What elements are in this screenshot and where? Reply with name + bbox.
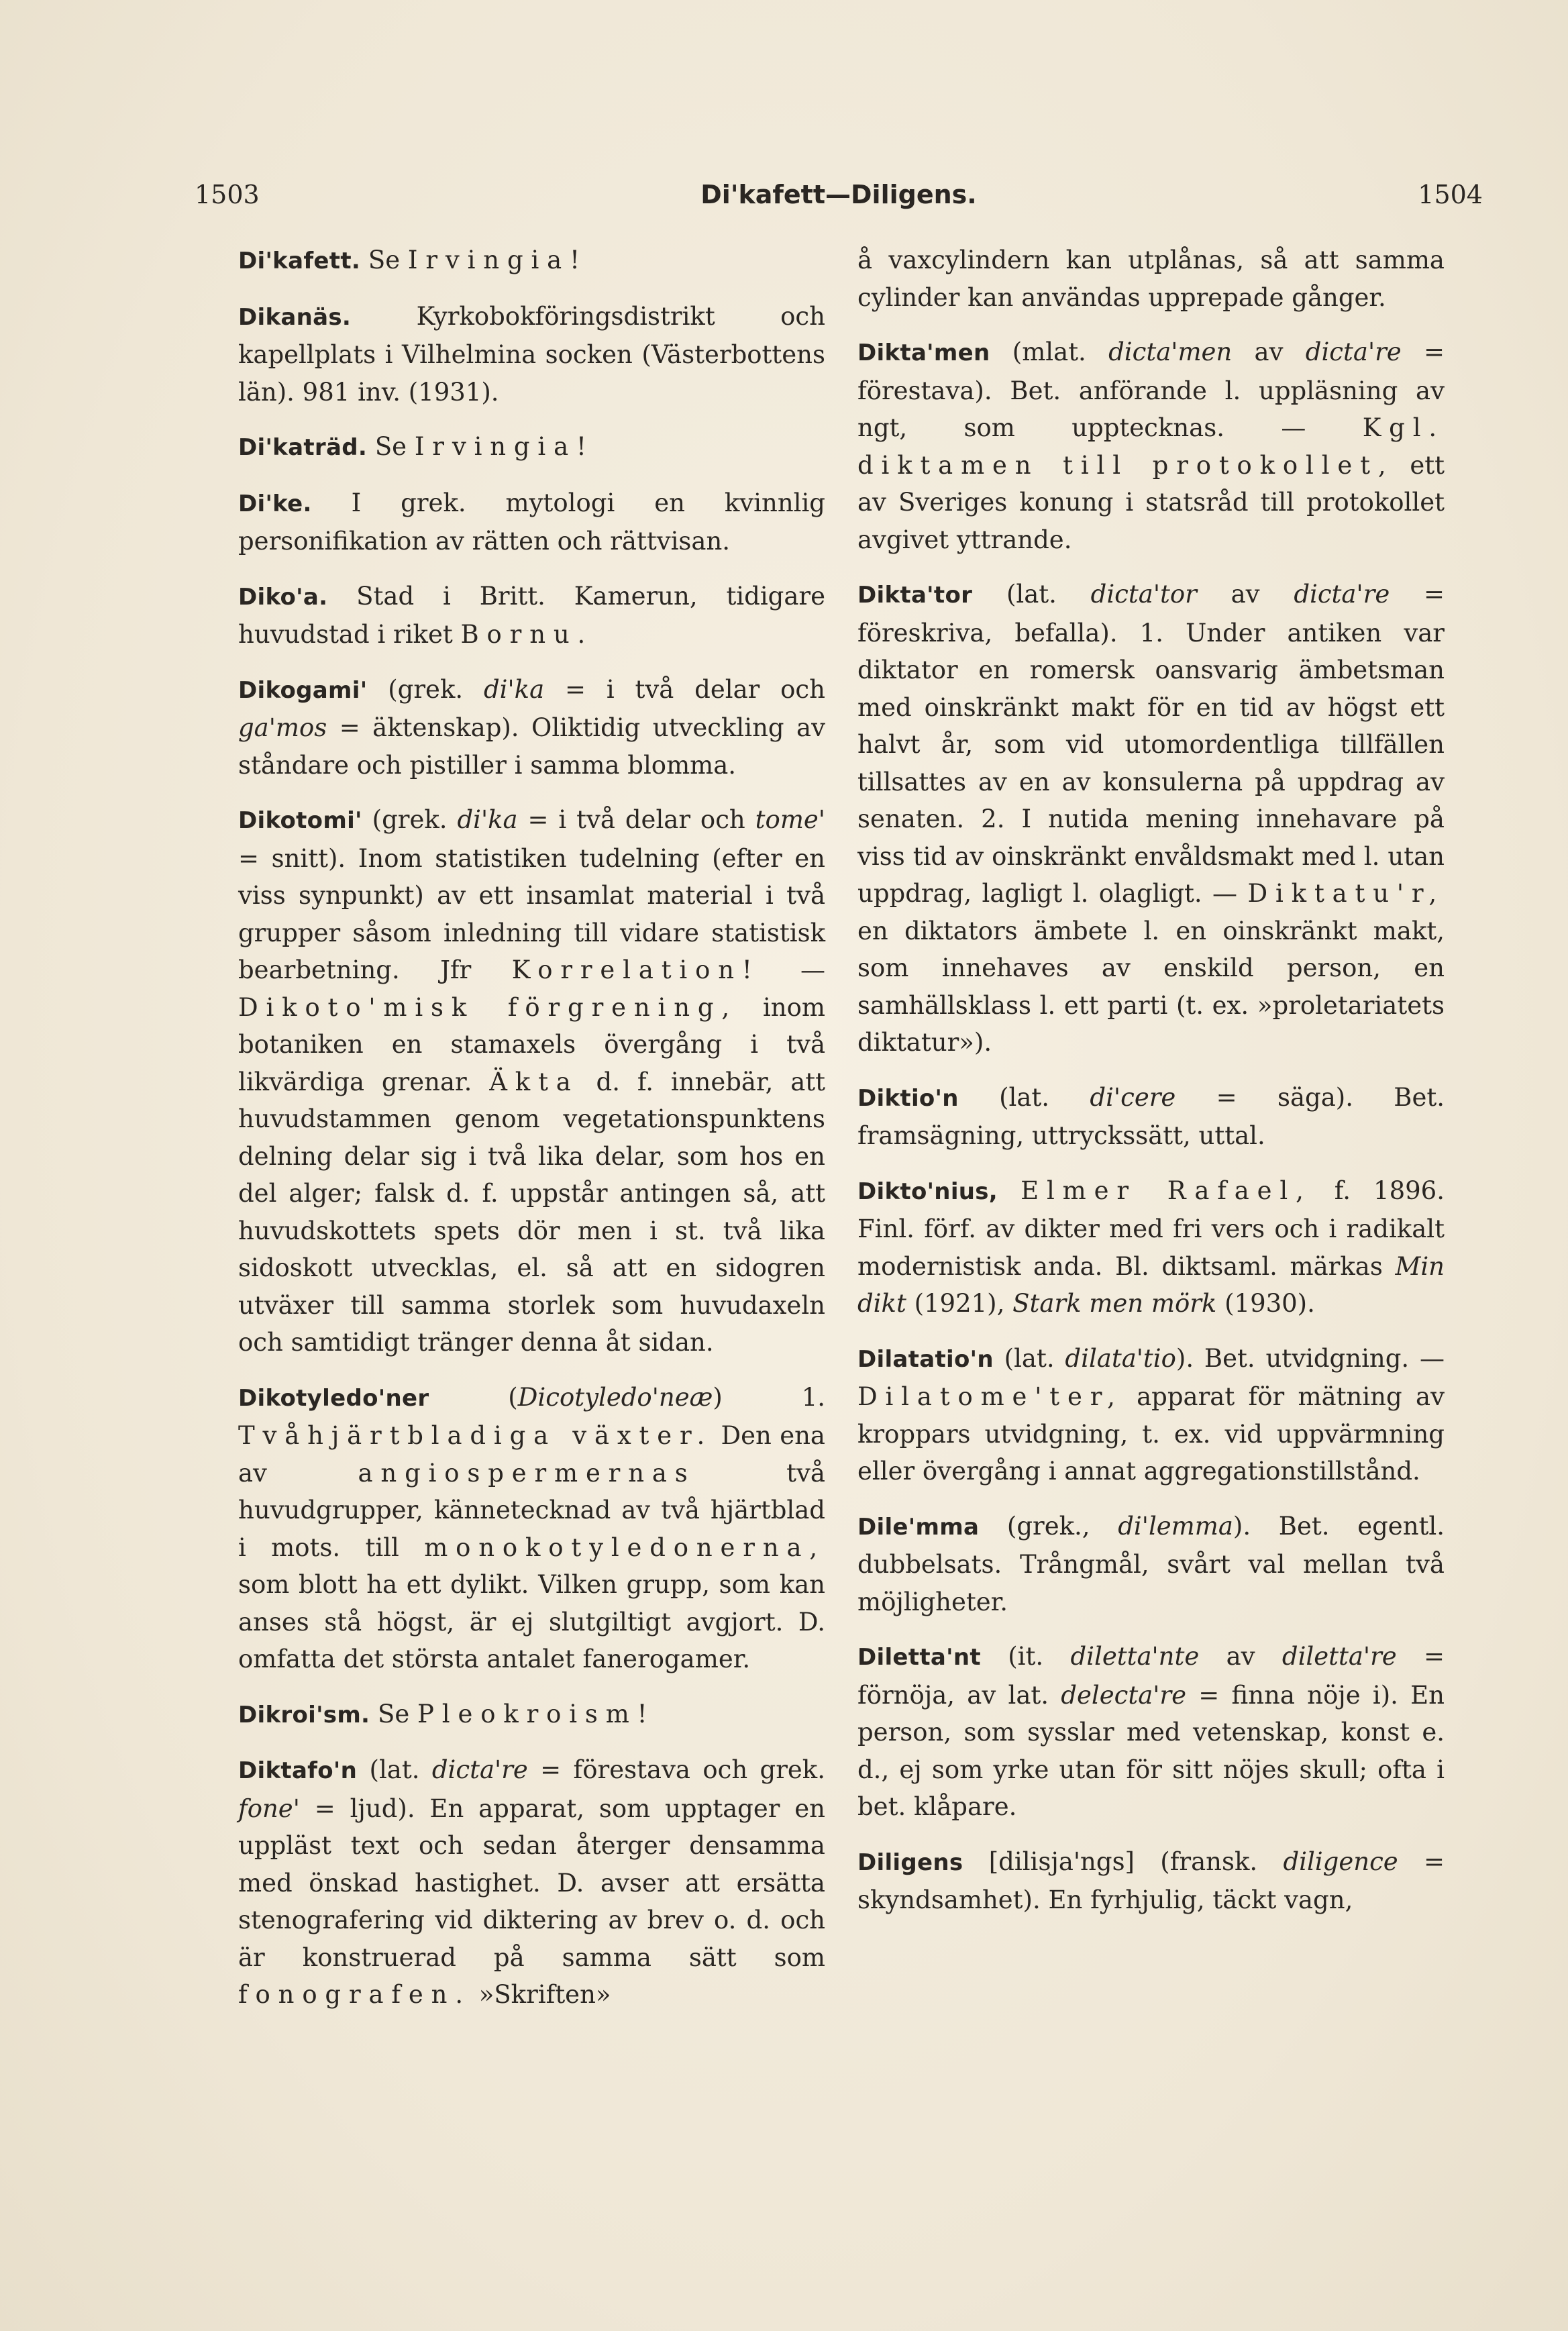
headword: Dikogami' (238, 676, 368, 704)
headword: Diktio'n (857, 1084, 959, 1112)
entry-diligens: Diligens [dilisja'ngs] (fransk. diligence = skyndsamhet). En fyrhjulig, täckt vagn, (857, 1847, 1445, 1914)
entry-diktamen: Dikta'men (mlat. dicta'men av dicta're = förestava). Bet. anförande l. uppläsning av ngt, som upptecknas. — Kgl. diktamen till protokollet, ett av Sveriges konung i statsråd till protokollet avgivet yttrande. (857, 338, 1445, 554)
entry-dikroism: Dikroi'sm. Se Pleokroism! (238, 1699, 656, 1728)
page-number-left: 1503 (195, 180, 260, 209)
headword: Di'kafett. (238, 248, 361, 274)
entry-diktion: Diktio'n (lat. di'cere = säga). Bet. framsägning, uttryckssätt, uttal. (857, 1082, 1445, 1150)
entry-dikoa: Diko'a. Stad i Britt. Kamerun, tidigare huvudstad i riket Bornu. (238, 581, 825, 649)
headword: Dile'mma (857, 1513, 980, 1541)
headword: Di'ke. (238, 490, 312, 517)
headword: Dikto'nius, (857, 1178, 998, 1205)
headword: Dilatatio'n (857, 1345, 994, 1373)
page-number-right: 1504 (1418, 180, 1483, 209)
entry-dikogami: Dikogami' (grek. di'ka = i två delar och ga'mos = äktenskap). Oliktidig utveckling av ståndare och pistiller i samma blomma. (238, 674, 825, 780)
right-column (857, 242, 1445, 1936)
entry-diktator: Dikta'tor (lat. dicta'tor av dicta're = föreskriva, befalla). 1. Under antiken var diktator en romersk oansvarig ämbetsman med oinskränkt makt för en tid av högst ett halvt år, som vid utomordentliga tillfällen tillsattes av en av konsulerna på uppdrag av senaten. 2. I nutida mening innehavare på viss tid av oinskränkt envåldsmakt med l. utan uppdrag, lagligt l. olagligt. — Diktatu'r, en diktators ämbete l. en oinskränkt makt, som innehaves av enskild person, en samhällsklass l. ett parti (t. ex. »proletariatets diktatur»). (857, 580, 1445, 1057)
headword: Diko'a. (238, 583, 328, 611)
entry-dike: Di'ke. I grek. mytologi en kvinnlig personifikation av rätten och rättvisan. (238, 488, 825, 556)
headword: Dikta'men (857, 340, 990, 366)
header-title: Di'kafett—Diligens. (700, 180, 977, 209)
headword: Dikotyledo'ner (238, 1384, 429, 1412)
headword: Diktafo'n (238, 1757, 358, 1784)
headword: Dikroi'sm. (238, 1701, 370, 1728)
entry-dikotomi: Dikotomi' (grek. di'ka = i två delar och tome' = snitt). Inom statistiken tudelning (efter en viss synpunkt) av ett insamlat material i två grupper såsom inledning till vidare statistisk bearbetning. Jfr Korrelation! — Dikoto'misk förgrening, inom botaniken en stamaxels övergång i två likvärdiga grenar. Äkta d. f. innebär, att huvudstammen genom vegetationspunktens delning delar sig i två lika delar, som hos en del alger; falsk d. f. uppstår antingen så, att huvudskottets spets dör men i st. två lika sidoskott utvecklas, el. så att en sidogren utväxer till samma storlek som huvudaxeln och samtidigt tränger denna åt sidan. (238, 805, 826, 1357)
entry-dilatation: Dilatatio'n (lat. dilata'tio). Bet. utvidgning. — Dilatome'ter, apparat för mätning av kroppars utvidgning, t. ex. vid uppvärmning eller övergång i annat aggregationstillstånd. (857, 1343, 1445, 1486)
entry-dikafett: Di'kafett. Se Irvingia! (238, 246, 588, 274)
entry-dikatrad: Di'katräd. Se Irvingia! (238, 432, 594, 461)
entry-dikotyledoner: Dikotyledo'ner (Dicotyledo'neæ) 1. Tvåhjärtbladiga växter. Den ena av angiospermernas två huvudgrupper, kännetecknad av två hjärtblad i mots. till monokotyledonerna, som blott ha ett dylikt. Vilken grupp, som kan anses stå högst, är ej slutgiltigt avgjort. D. omfatta det största antalet fanerogamer. (238, 1382, 825, 1673)
running-header (195, 180, 1483, 220)
left-column (238, 242, 825, 2031)
entry-dilemma: Dile'mma (grek., di'lemma). Bet. egentl. dubbelsats. Trångmål, svårt val mellan två möjligheter. (857, 1511, 1445, 1616)
entry-dikanas: Dikanäs. Kyrkobokföringsdistrikt och kapellplats i Vilhelmina socken (Västerbottens län). 981 inv. (1931). (238, 301, 825, 407)
headword: Diligens (857, 1849, 963, 1876)
entry-dilettant: Diletta'nt (it. diletta'nte av diletta're = förnöja, av lat. delecta're = finna nöje i). En person, som sysslar med vetenskap, konst e. d., ej som yrke utan för sitt nöjes skull; ofta i bet. klåpare. (857, 1642, 1445, 1821)
entry-continuation: å vaxcylindern kan utplånas, så att samma cylinder kan användas upprepade gånger. (857, 246, 1445, 312)
headword: Di'katräd. (238, 434, 368, 461)
entry-diktafon: Diktafo'n (lat. dicta're = förestava och grek. fone' = ljud). En apparat, som upptager en uppläst text och sedan återger densamma med önskad hastighet. D. avser att ersätta stenografering vid diktering av brev o. d. och är konstruerad på samma sätt som fonografen. »Skriften» (238, 1755, 825, 2009)
entry-diktonius: Dikto'nius, Elmer Rafael, f. 1896. Finl. förf. av dikter med fri vers och i radikalt modernistisk anda. Bl. diktsaml. märkas Min dikt (1921), Stark men mörk (1930). (857, 1176, 1445, 1318)
headword: Dikotomi' (238, 807, 362, 834)
headword: Dikta'tor (857, 582, 973, 609)
headword: Dikanäs. (238, 303, 352, 331)
headword: Diletta'nt (857, 1644, 981, 1671)
